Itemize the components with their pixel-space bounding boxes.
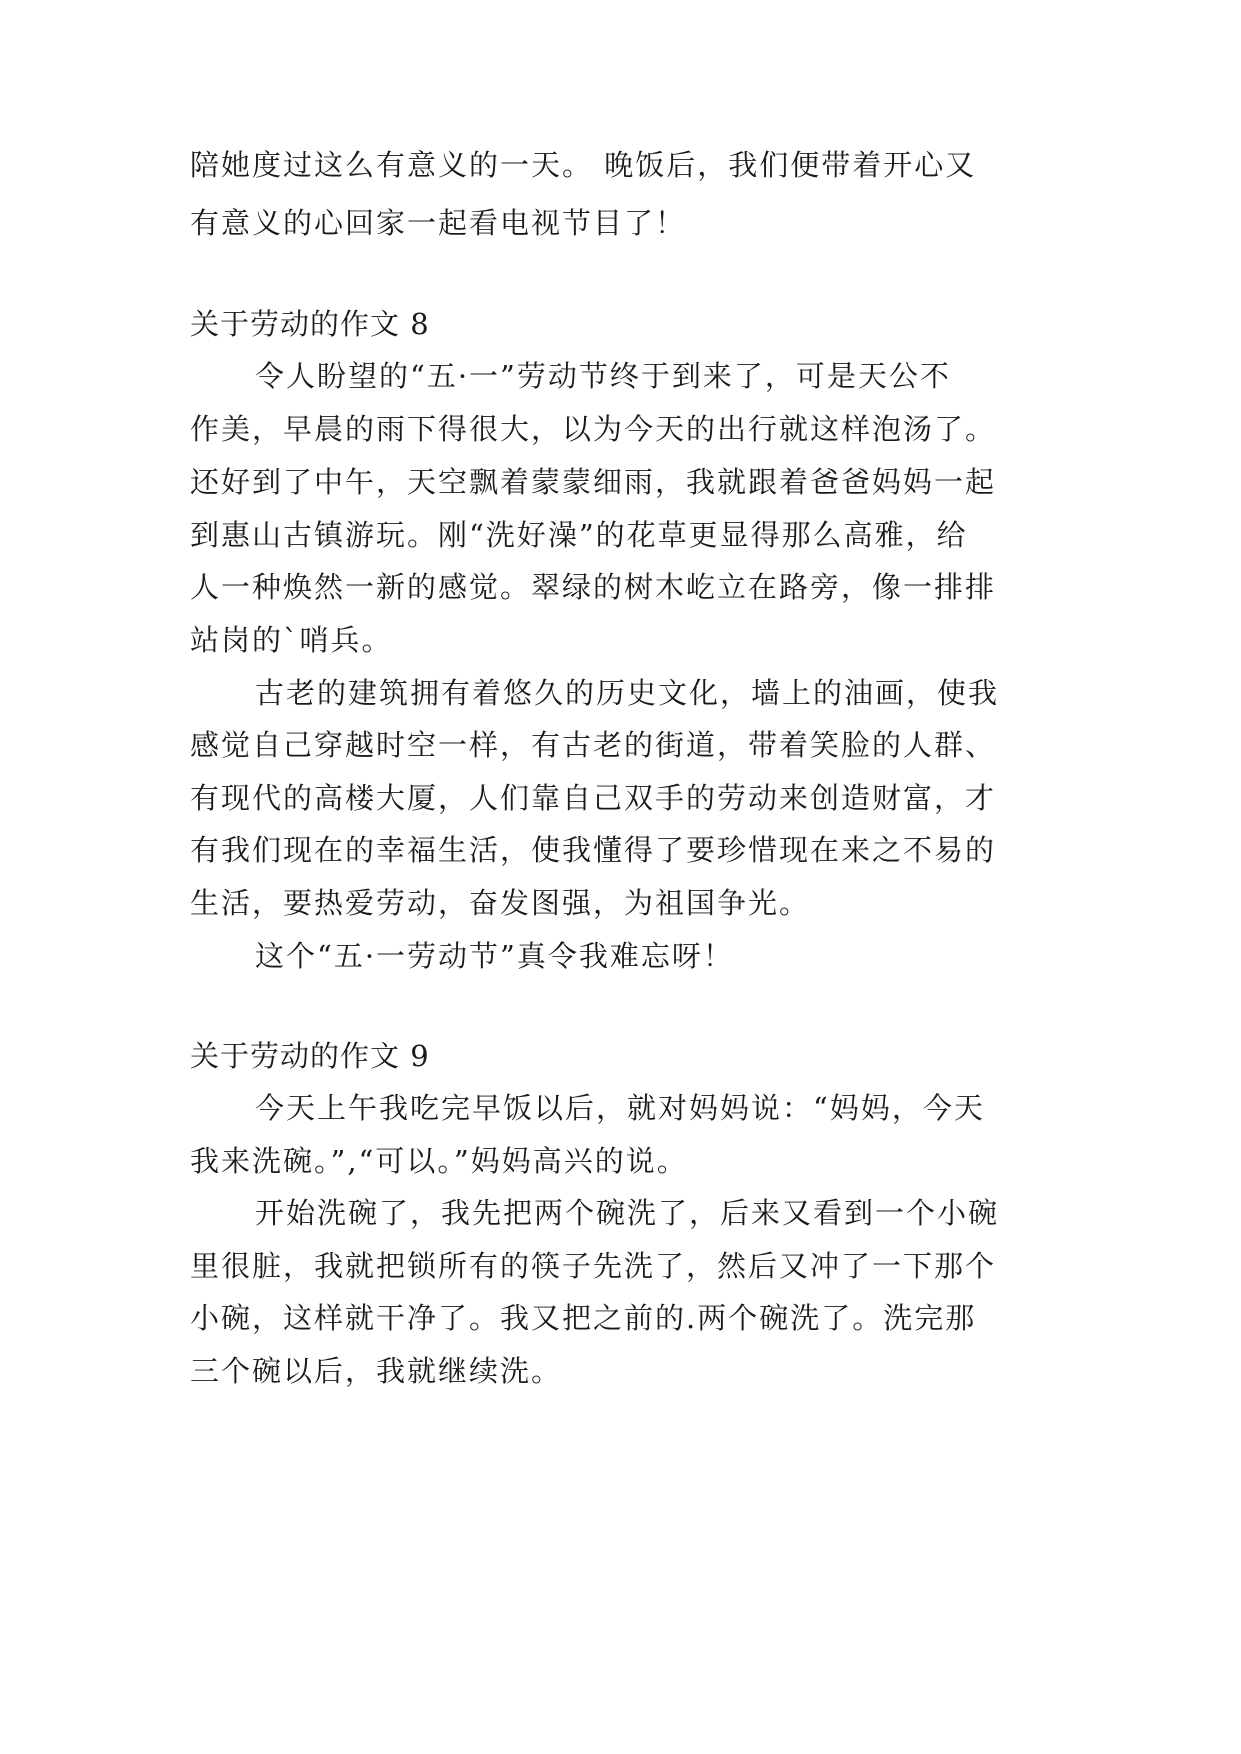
paragraph-line: 有现代的高楼大厦，人们靠自己双手的劳动来创造财富，才	[190, 781, 997, 815]
paragraph-line: 生活，要热爱劳动，奋发图强，为祖国争光。	[190, 886, 811, 920]
paragraph-line: 今天上午我吃完早饭以后，就对妈妈说：“妈妈，今天	[255, 1091, 985, 1125]
paragraph-line: 令人盼望的“五·一”劳动节终于到来了，可是天公不	[255, 359, 951, 393]
paragraph-line: 有意义的心回家一起看电视节目了！	[190, 206, 687, 240]
essay-heading: 关于劳动的作文 8	[190, 307, 430, 341]
paragraph-line: 到惠山古镇游玩。刚“洗好澡”的花草更显得那么高雅，给	[190, 518, 968, 552]
paragraph-line: 人一种焕然一新的感觉。翠绿的树木屹立在路旁，像一排排	[190, 570, 997, 604]
paragraph-line: 有我们现在的幸福生活，使我懂得了要珍惜现在来之不易的	[190, 833, 997, 867]
paragraph-line: 小碗，这样就干净了。我又把之前的.两个碗洗了。洗完那	[190, 1301, 977, 1335]
paragraph-line: 三个碗以后，我就继续洗。	[190, 1354, 563, 1388]
paragraph-line: 我来洗碗。”,“可以。”妈妈高兴的说。	[190, 1144, 688, 1178]
paragraph-line: 陪她度过这么有意义的一天。 晚饭后，我们便带着开心又	[190, 148, 977, 182]
paragraph-line: 开始洗碗了，我先把两个碗洗了，后来又看到一个小碗	[255, 1196, 1000, 1230]
paragraph-line: 站岗的`哨兵。	[190, 623, 393, 657]
paragraph-line: 古老的建筑拥有着悠久的历史文化，墙上的油画，使我	[255, 676, 1000, 710]
paragraph-line: 里很脏，我就把锁所有的筷子先洗了，然后又冲了一下那个	[190, 1249, 997, 1283]
paragraph-line: 感觉自己穿越时空一样，有古老的街道，带着笑脸的人群、	[190, 728, 997, 762]
paragraph-line: 这个“五·一劳动节”真令我难忘呀！	[255, 939, 734, 973]
paragraph-line: 作美，早晨的雨下得很大，以为今天的出行就这样泡汤了。	[190, 412, 997, 446]
paragraph-line: 还好到了中午，天空飘着蒙蒙细雨，我就跟着爸爸妈妈一起	[190, 465, 997, 499]
essay-heading: 关于劳动的作文 9	[190, 1039, 430, 1073]
